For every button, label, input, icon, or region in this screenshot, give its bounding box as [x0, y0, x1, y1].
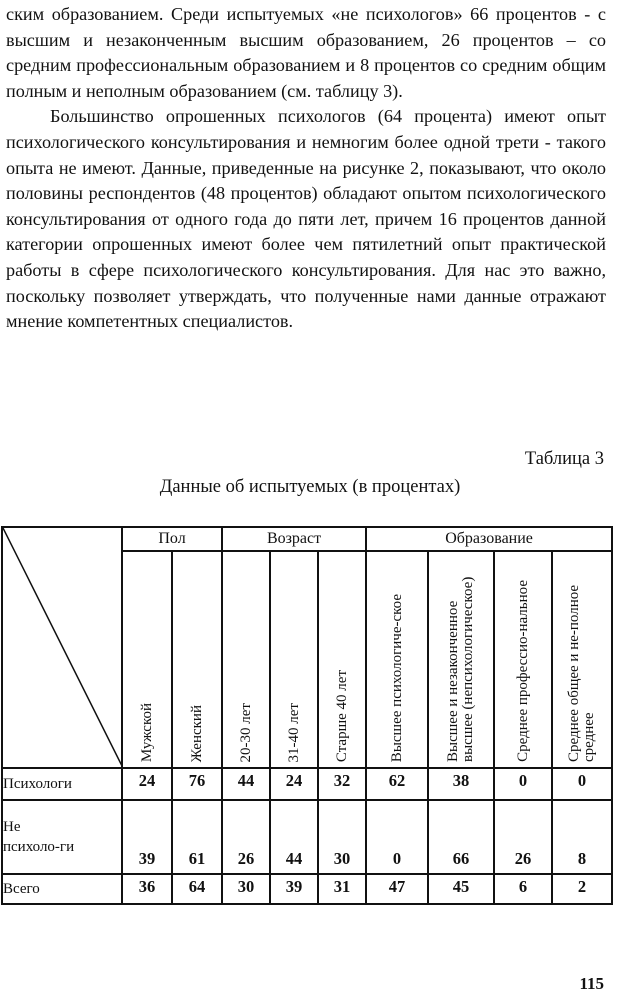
table-row: [2, 874, 612, 904]
table-cell: 2: [552, 874, 612, 904]
column-header: 31-40 лет: [270, 551, 318, 768]
table-cell: 39: [270, 874, 318, 904]
column-header: Женский: [172, 551, 222, 768]
table-cell: 0: [366, 800, 428, 874]
column-header: Среднее общее и не-полное среднее: [552, 551, 612, 768]
table-cell: 6: [494, 874, 552, 904]
table-cell: 30: [222, 874, 270, 904]
table-cell: 36: [122, 874, 172, 904]
group-header-age: Возраст: [222, 527, 366, 551]
table-cell: 32: [318, 768, 366, 800]
table-cell: 66: [428, 800, 494, 874]
table-cell: 61: [172, 800, 222, 874]
table-cell: 62: [366, 768, 428, 800]
subjects-table: [1, 526, 613, 905]
page-number: 115: [579, 974, 604, 993]
table-cell: 0: [494, 768, 552, 800]
table-cell: 64: [172, 874, 222, 904]
table-cell: 38: [428, 768, 494, 800]
column-header: Старше 40 лет: [318, 551, 366, 768]
table-cell: 26: [494, 800, 552, 874]
table-title: Данные об испытуемых (в процентах): [159, 477, 461, 497]
column-header: Высшее и незаконченное высшее (непсихологическое): [428, 551, 494, 768]
paragraph-1: ским образованием. Среди испытуемых «не психологов» 66 процентов - с высшим и незаконченным высшим образованием, 26 процентов – со средним профессиональным образованием и 8 процентов со средним общим полным и неполным образованием (см. таблицу 3).: [6, 4, 606, 101]
table-cell: 8: [552, 800, 612, 874]
table-cell: 24: [122, 768, 172, 800]
table-cell: 0: [552, 768, 612, 800]
table-row: [2, 800, 612, 874]
row-label: Всего: [2, 874, 122, 904]
table-cell: 24: [270, 768, 318, 800]
table-caption: Таблица 3: [524, 449, 604, 469]
row-label: Психологи: [2, 768, 122, 800]
diagonal-line: [3, 528, 123, 768]
column-header: Мужской: [122, 551, 172, 768]
table-cell: 39: [122, 800, 172, 874]
paragraph-2: Большинство опрошенных психологов (64 процента) имеют опыт психологического консультирования и немногим более одной трети - такого опыта не имеют. Данные, приведенные на рисунке 2, показывают, что около половины респондентов (48 процентов) обладают опытом психологического консультирования от одного года до пяти лет, причем 16 процентов данной категории опрошенных имеют более чем пятилетний опыт практической работы в сфере психологического консультирования. Для нас это важно, поскольку позволяет утверждать, что полученные нами данные отражают мнение компетентных специалистов.: [6, 106, 606, 332]
diagonal-header-cell: [2, 527, 122, 768]
table-cell: 76: [172, 768, 222, 800]
column-header: Среднее профессио-нальное: [494, 551, 552, 768]
group-header-education: Образование: [366, 527, 612, 551]
column-header: Высшее психологиче-ское: [366, 551, 428, 768]
table-cell: 26: [222, 800, 270, 874]
table-cell: 47: [366, 874, 428, 904]
table-cell: 44: [222, 768, 270, 800]
table-row: [2, 768, 612, 800]
table-cell: 44: [270, 800, 318, 874]
table-cell: 45: [428, 874, 494, 904]
body-text: [6, 2, 606, 335]
table-cell: 30: [318, 800, 366, 874]
row-label: Не психоло-ги: [2, 800, 122, 874]
column-header: 20-30 лет: [222, 551, 270, 768]
table-cell: 31: [318, 874, 366, 904]
group-header-sex: Пол: [122, 527, 222, 551]
